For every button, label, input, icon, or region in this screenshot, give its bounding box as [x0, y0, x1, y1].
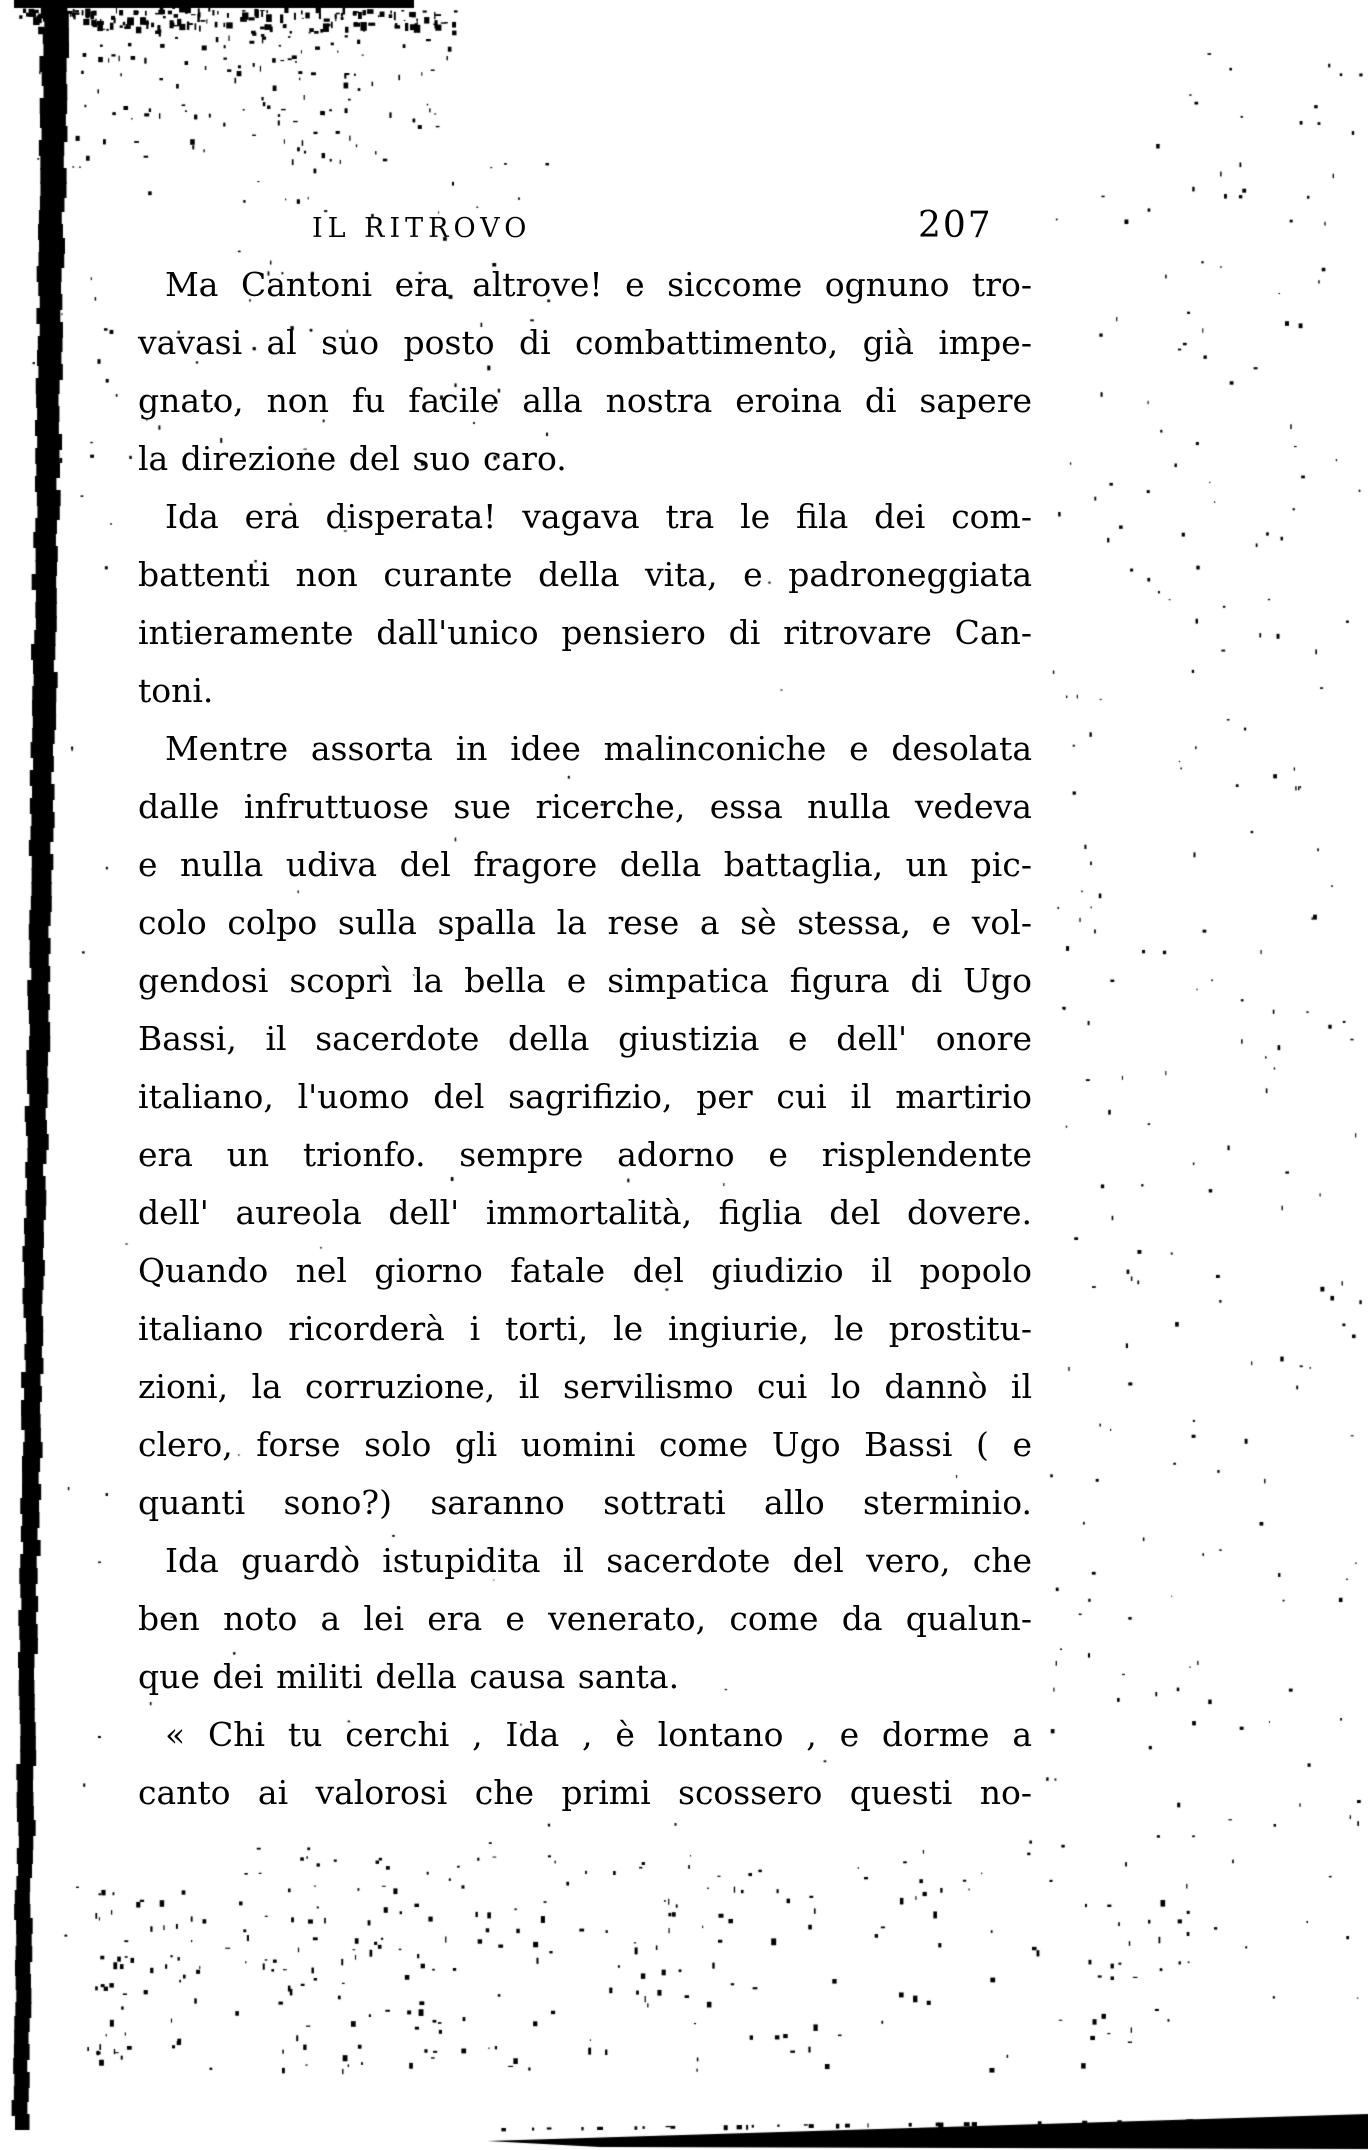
text-line: zioni, la corruzione, il servilismo cui lo dannò il [138, 1367, 1032, 1406]
text-line: que dei militi della causa santa. [138, 1657, 680, 1696]
text-line: gendosi scoprì la bella e simpatica figura di Ugo [138, 961, 1032, 1000]
text-line: italiano, l'uomo del sagrifizio, per cui il martirio [138, 1077, 1032, 1116]
text-line: Mentre assorta in idee malinconiche e desolata [165, 729, 1032, 768]
text-line: toni. [138, 671, 214, 710]
chapter-title: IL RITROVO [312, 213, 532, 244]
text-line: ben noto a lei era e venerato, come da qualun- [138, 1599, 1032, 1638]
page-number: 207 [918, 205, 993, 246]
text-line: intieramente dall'unico pensiero di ritrovare Can- [138, 613, 1032, 652]
text-line: canto ai valorosi che primi scossero questi no- [138, 1773, 1032, 1812]
text-line: dell' aureola dell' immortalità, figlia del dovere. [138, 1193, 1032, 1232]
text-line: Ma Cantoni era altrove! e siccome ognuno tro- [165, 265, 1032, 304]
text-line: la direzione del suo caro. [138, 439, 567, 478]
text-line: italiano ricorderà i torti, le ingiurie, le prostitu- [138, 1309, 1032, 1348]
text-line: era un trionfo. sempre adorno e risplendente [138, 1135, 1032, 1174]
text-line: Ida era disperata! vagava tra le fila dei com- [165, 497, 1032, 536]
text-line: Quando nel giorno fatale del giudizio il popolo [138, 1251, 1032, 1290]
text-line: clero, forse solo gli uomini come Ugo Bassi ( e [138, 1425, 1032, 1464]
text-line: Ida guardò istupidita il sacerdote del vero, che [165, 1541, 1032, 1580]
text-line: quanti sono?) saranno sottrati allo sterminio. [138, 1483, 1032, 1522]
text-line: dalle infruttuose sue ricerche, essa nulla vedeva [138, 787, 1032, 826]
text-line: « Chi tu cerchi , Ida , è lontano , e dorme a [165, 1715, 1032, 1754]
text-line: e nulla udiva del fragore della battaglia, un pic- [138, 845, 1032, 884]
text-line: vavasi al suo posto di combattimento, già impe- [138, 323, 1032, 362]
text-lines [138, 256, 1032, 1822]
text-line: gnato, non fu facile alla nostra eroina di sapere [138, 381, 1032, 420]
text-line: Bassi, il sacerdote della giustizia e dell' onore [138, 1019, 1032, 1058]
text-line: battenti non curante della vita, e padroneggiata [138, 555, 1032, 594]
text-line: colo colpo sulla spalla la rese a sè stessa, e vol- [138, 903, 1032, 942]
